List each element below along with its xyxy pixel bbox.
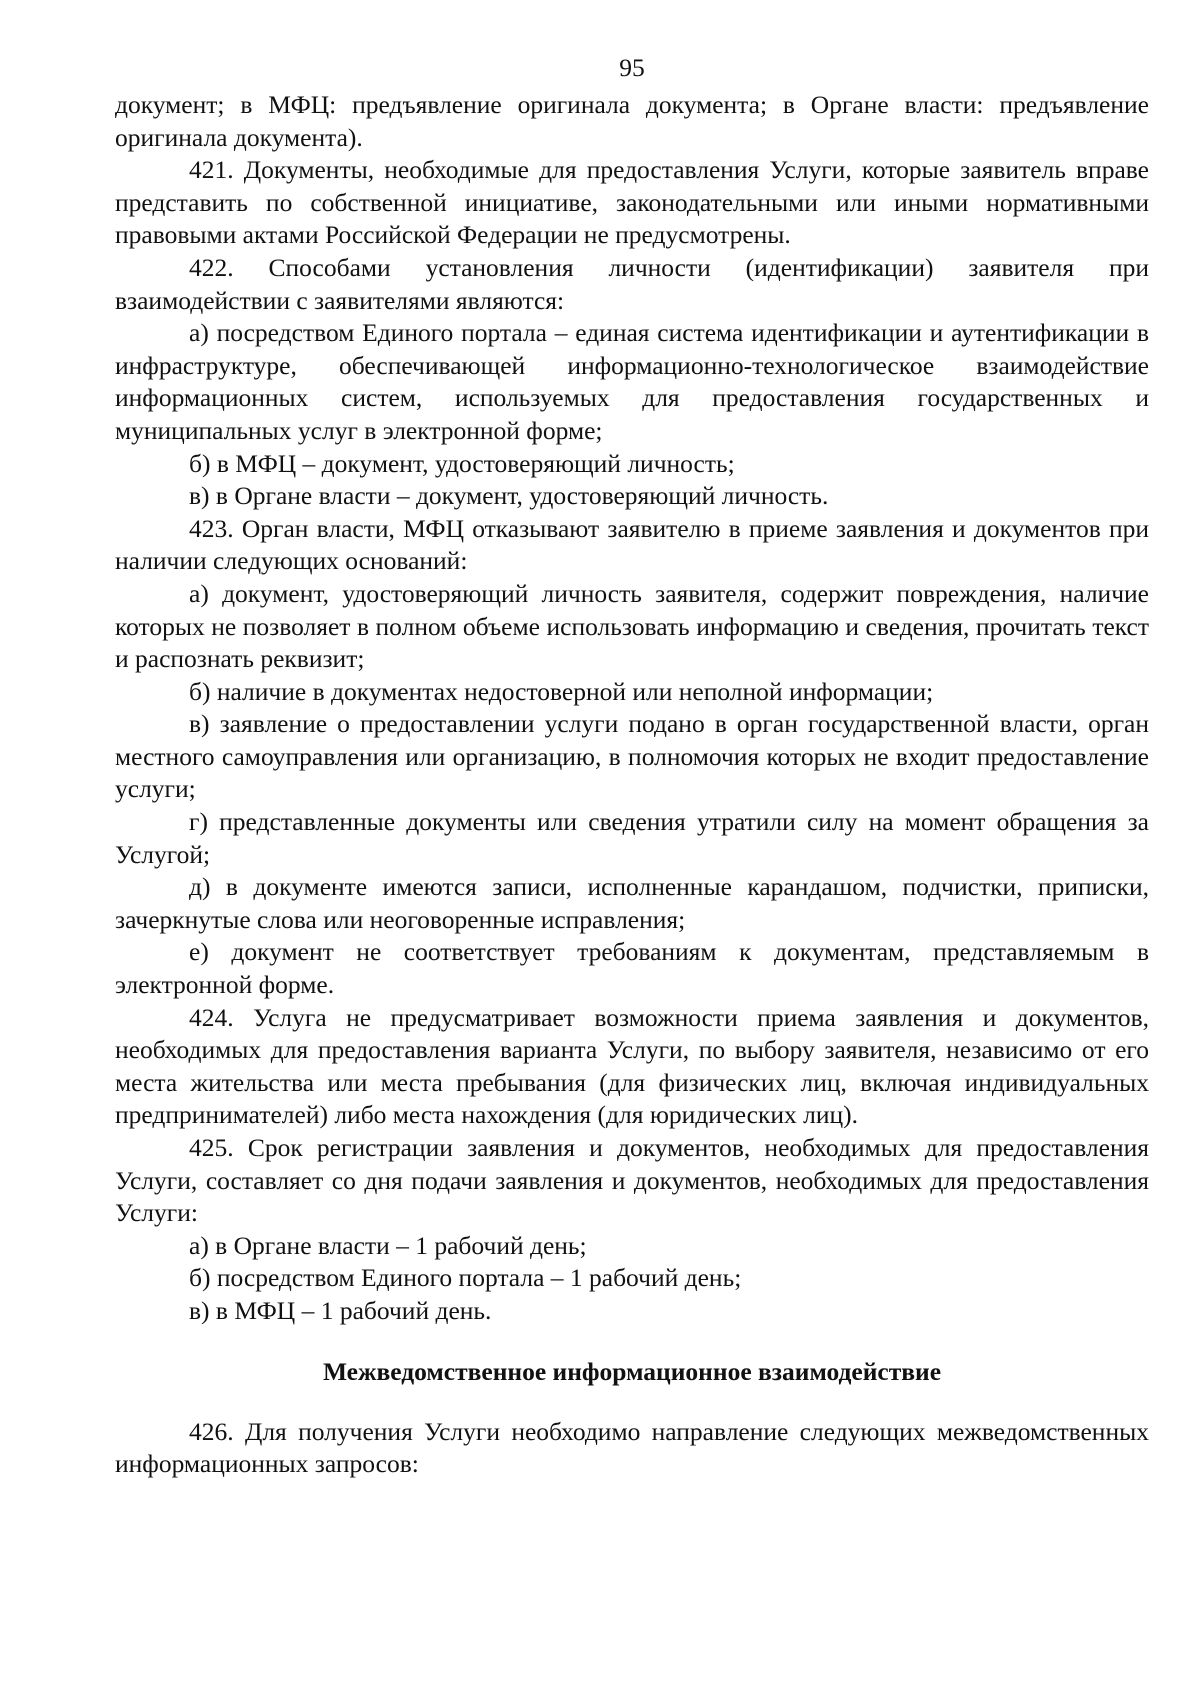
paragraph-425-v: в) в МФЦ – 1 рабочий день.: [189, 1295, 492, 1325]
paragraph-421: 421. Документы, необходимые для предоставления Услуги, которые заявитель вправе представить по собственной инициативе, законодательными или иными нормативными правовыми актами Российской Федерации не предусмотрены.: [115, 155, 1149, 250]
paragraph-422-a: а) посредством Единого портала – единая система идентификации и аутентификации в инфраструктуре, обеспечивающей информационно-технологическое взаимодействие информационных систем, используемых для предоставления государственных и муниципальных услуг в электронной форме;: [115, 318, 1149, 445]
paragraph-425-b: б) посредством Единого портала – 1 рабочий день;: [189, 1263, 742, 1293]
paragraph-422: 422. Способами установления личности (идентификации) заявителя при взаимодействии с заявителями являются:: [115, 252, 1149, 315]
document-page: [115, 52, 1149, 1481]
body-text: [115, 89, 1149, 1328]
paragraph-422-v: в) в Органе власти – документ, удостоверяющий личность.: [189, 481, 829, 511]
paragraph-423-v: в) заявление о предоставлении услуги подано в орган государственной власти, орган местного самоуправления или организацию, в полномочия которых не входит предоставление услуги;: [115, 709, 1149, 804]
section-heading: Межведомственное информационное взаимодействие: [322, 1356, 942, 1386]
paragraph-423-a: а) документ, удостоверяющий личность заявителя, содержит повреждения, наличие которых не позволяет в полном объеме использовать информацию и сведения, прочитать текст и распознать реквизит;: [115, 578, 1149, 674]
paragraph-425-a: а) в Органе власти – 1 рабочий день;: [189, 1230, 587, 1260]
paragraph-425: 425. Срок регистрации заявления и документов, необходимых для предоставления Услуги, составляет со дня подачи заявления и документов, необходимых для предоставления Услуги:: [115, 1133, 1149, 1228]
paragraph-423-e: е) документ не соответствует требованиям к документам, представляемым в электронной форме.: [115, 937, 1149, 1000]
paragraph-423-d: д) в документе имеются записи, исполненные карандашом, подчистки, приписки, зачеркнутые слова или неоговоренные исправления;: [115, 872, 1149, 934]
paragraph-426: 426. Для получения Услуги необходимо направление следующих межведомственных информационных запросов:: [115, 1416, 1149, 1479]
page-number: 95: [619, 53, 645, 82]
paragraph-423: 423. Орган власти, МФЦ отказывают заявителю в приеме заявления и документов при наличии следующих оснований:: [115, 513, 1149, 576]
body-text-after-heading: [115, 1416, 1149, 1481]
paragraph-423-b: б) наличие в документах недостоверной или неполной информации;: [189, 676, 934, 706]
paragraph-422-b: б) в МФЦ – документ, удостоверяющий личность;: [189, 448, 735, 478]
paragraph-continuation: документ; в МФЦ: предъявление оригинала документа; в Органе власти: предъявление оригинала документа).: [115, 90, 1149, 152]
paragraph-424: 424. Услуга не предусматривает возможности приема заявления и документов, необходимых для предоставления варианта Услуги, по выбору заявителя, независимо от его места жительства или места пребывания (для физических лиц, включая индивидуальных предпринимателей) либо места нахождения (для юридических лиц).: [115, 1002, 1149, 1130]
paragraph-423-g: г) представленные документы или сведения утратили силу на момент обращения за Услугой;: [115, 807, 1149, 869]
